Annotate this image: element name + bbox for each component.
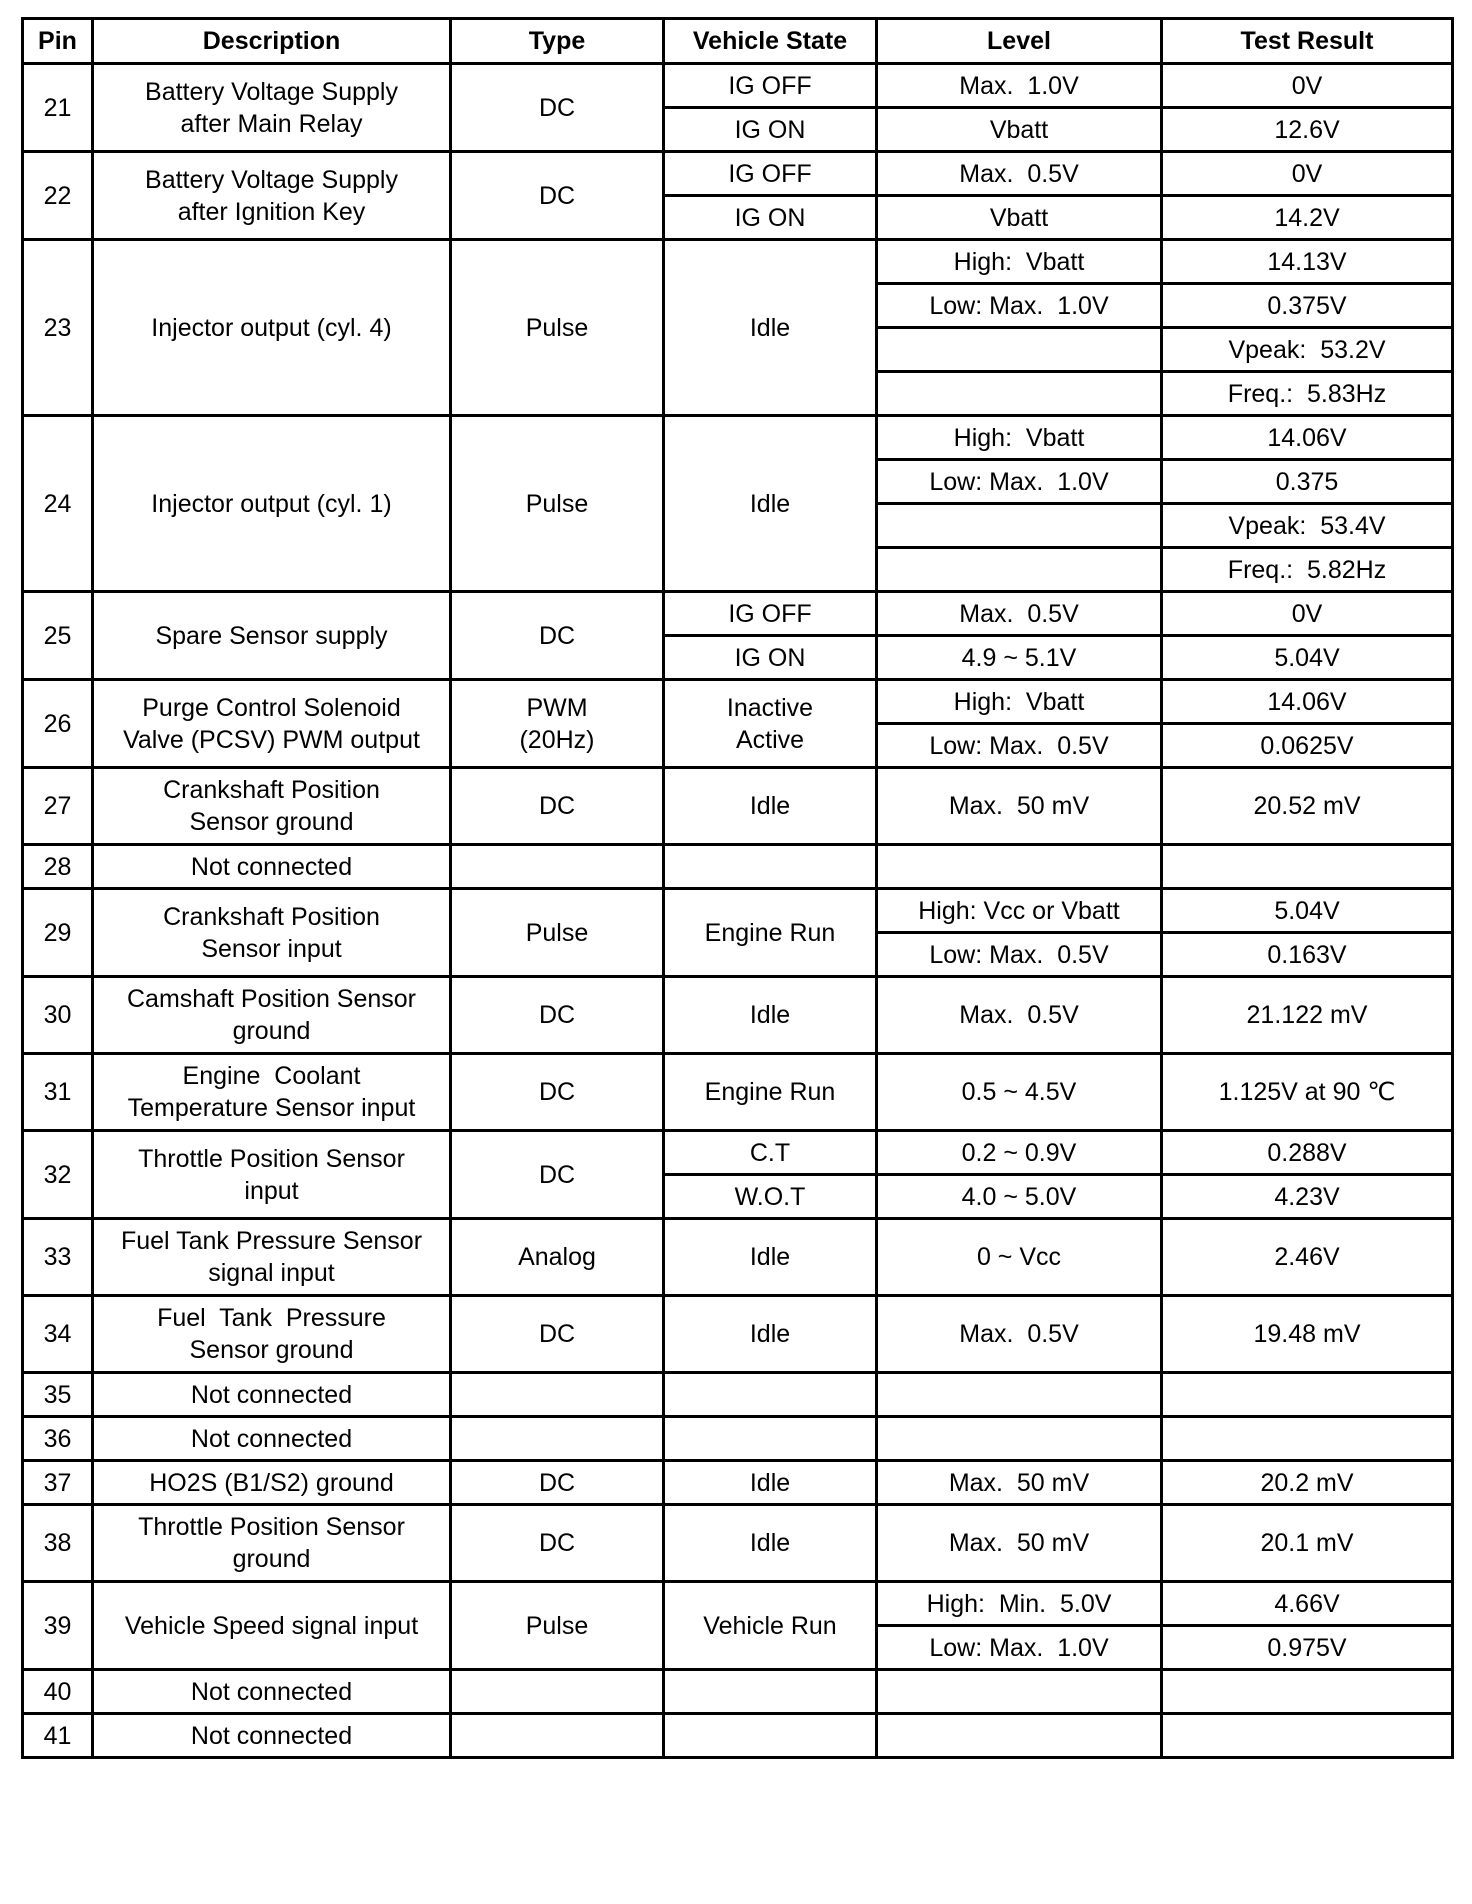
vehicle-state-cell: Idle (664, 416, 877, 592)
level-cell (877, 845, 1162, 889)
vehicle-state-cell: W.O.T (664, 1175, 877, 1219)
pin-cell: 31 (23, 1054, 93, 1131)
pin-test-table (21, 17, 1454, 1759)
test-result-cell: 20.1 mV (1162, 1505, 1453, 1582)
table-row (23, 1054, 1453, 1131)
table-row (23, 1131, 1453, 1175)
level-cell (877, 1373, 1162, 1417)
test-result-cell (1162, 1417, 1453, 1461)
vehicle-state-cell: Vehicle Run (664, 1582, 877, 1670)
level-cell: Max. 50 mV (877, 1461, 1162, 1505)
pin-cell: 39 (23, 1582, 93, 1670)
type-cell: DC (451, 768, 664, 845)
pin-cell: 26 (23, 680, 93, 768)
header-level: Level (877, 19, 1162, 64)
test-result-cell: 14.06V (1162, 416, 1453, 460)
pin-cell: 29 (23, 889, 93, 977)
test-result-cell (1162, 1373, 1453, 1417)
pin-cell: 25 (23, 592, 93, 680)
type-cell: DC (451, 592, 664, 680)
level-cell (877, 548, 1162, 592)
vehicle-state-cell (664, 845, 877, 889)
table-row (23, 680, 1453, 724)
type-cell (451, 845, 664, 889)
test-result-cell: Vpeak: 53.2V (1162, 328, 1453, 372)
vehicle-state-cell (664, 1714, 877, 1758)
type-cell: DC (451, 1054, 664, 1131)
description-cell: Injector output (cyl. 4) (93, 240, 451, 416)
vehicle-state-cell: Idle (664, 1505, 877, 1582)
table-row (23, 592, 1453, 636)
description-cell: Throttle Position Sensor input (93, 1131, 451, 1219)
type-cell: DC (451, 977, 664, 1054)
test-result-cell: 0V (1162, 592, 1453, 636)
pin-cell: 38 (23, 1505, 93, 1582)
level-cell: Max. 0.5V (877, 977, 1162, 1054)
test-result-cell: 14.06V (1162, 680, 1453, 724)
description-cell: Battery Voltage Supply after Main Relay (93, 64, 451, 152)
vehicle-state-cell: Idle (664, 1296, 877, 1373)
header-pin: Pin (23, 19, 93, 64)
level-cell: Low: Max. 0.5V (877, 933, 1162, 977)
table-row (23, 1505, 1453, 1582)
table-row (23, 889, 1453, 933)
level-cell: Low: Max. 1.0V (877, 1626, 1162, 1670)
vehicle-state-cell (664, 1670, 877, 1714)
table-row (23, 845, 1453, 889)
test-result-cell: 19.48 mV (1162, 1296, 1453, 1373)
vehicle-state-cell (664, 1417, 877, 1461)
vehicle-state-cell: IG OFF (664, 64, 877, 108)
vehicle-state-cell: Idle (664, 977, 877, 1054)
description-cell: Crankshaft Position Sensor input (93, 889, 451, 977)
vehicle-state-cell: IG OFF (664, 592, 877, 636)
pin-cell: 22 (23, 152, 93, 240)
level-cell: Max. 50 mV (877, 768, 1162, 845)
table-row (23, 1461, 1453, 1505)
description-cell: Not connected (93, 845, 451, 889)
type-cell (451, 1417, 664, 1461)
test-result-cell: 1.125V at 90 ℃ (1162, 1054, 1453, 1131)
test-result-cell: 0.975V (1162, 1626, 1453, 1670)
vehicle-state-cell: Idle (664, 240, 877, 416)
vehicle-state-cell: IG OFF (664, 152, 877, 196)
description-cell: Spare Sensor supply (93, 592, 451, 680)
vehicle-state-cell: Engine Run (664, 1054, 877, 1131)
description-cell: Engine Coolant Temperature Sensor input (93, 1054, 451, 1131)
pin-cell: 41 (23, 1714, 93, 1758)
table-row (23, 416, 1453, 460)
level-cell: 4.0 ~ 5.0V (877, 1175, 1162, 1219)
pin-cell: 23 (23, 240, 93, 416)
pin-cell: 36 (23, 1417, 93, 1461)
level-cell: 0 ~ Vcc (877, 1219, 1162, 1296)
level-cell: Low: Max. 1.0V (877, 284, 1162, 328)
level-cell: High: Min. 5.0V (877, 1582, 1162, 1626)
vehicle-state-cell: IG ON (664, 636, 877, 680)
test-result-cell (1162, 845, 1453, 889)
pin-cell: 37 (23, 1461, 93, 1505)
test-result-cell: Vpeak: 53.4V (1162, 504, 1453, 548)
description-cell: Battery Voltage Supply after Ignition Key (93, 152, 451, 240)
type-cell: DC (451, 1131, 664, 1219)
table-row (23, 1417, 1453, 1461)
table-row (23, 240, 1453, 284)
level-cell (877, 1670, 1162, 1714)
type-cell: DC (451, 152, 664, 240)
table-row (23, 1714, 1453, 1758)
test-result-cell: 21.122 mV (1162, 977, 1453, 1054)
header-vehicle-state: Vehicle State (664, 19, 877, 64)
type-cell: DC (451, 64, 664, 152)
pin-cell: 35 (23, 1373, 93, 1417)
table-row (23, 1582, 1453, 1626)
type-cell: DC (451, 1505, 664, 1582)
test-result-cell (1162, 1670, 1453, 1714)
table-row (23, 1670, 1453, 1714)
table-row (23, 1219, 1453, 1296)
pin-cell: 27 (23, 768, 93, 845)
test-result-cell: 5.04V (1162, 636, 1453, 680)
test-result-cell (1162, 1714, 1453, 1758)
vehicle-state-cell: IG ON (664, 196, 877, 240)
level-cell: 0.2 ~ 0.9V (877, 1131, 1162, 1175)
level-cell (877, 372, 1162, 416)
test-result-cell: 20.52 mV (1162, 768, 1453, 845)
level-cell: High: Vbatt (877, 416, 1162, 460)
pin-cell: 33 (23, 1219, 93, 1296)
vehicle-state-cell: Idle (664, 1219, 877, 1296)
description-cell: Not connected (93, 1714, 451, 1758)
level-cell: High: Vcc or Vbatt (877, 889, 1162, 933)
level-cell: Low: Max. 0.5V (877, 724, 1162, 768)
vehicle-state-cell: C.T (664, 1131, 877, 1175)
level-cell: Low: Max. 1.0V (877, 460, 1162, 504)
test-result-cell: Freq.: 5.82Hz (1162, 548, 1453, 592)
level-cell: Vbatt (877, 196, 1162, 240)
description-cell: Camshaft Position Sensor ground (93, 977, 451, 1054)
vehicle-state-cell: IG ON (664, 108, 877, 152)
type-cell (451, 1714, 664, 1758)
type-cell: PWM (20Hz) (451, 680, 664, 768)
header-description: Description (93, 19, 451, 64)
description-cell: Purge Control Solenoid Valve (PCSV) PWM output (93, 680, 451, 768)
level-cell: Max. 1.0V (877, 64, 1162, 108)
level-cell: Max. 50 mV (877, 1505, 1162, 1582)
test-result-cell: 14.2V (1162, 196, 1453, 240)
level-cell (877, 504, 1162, 548)
vehicle-state-cell: Inactive Active (664, 680, 877, 768)
test-result-cell: 20.2 mV (1162, 1461, 1453, 1505)
type-cell (451, 1670, 664, 1714)
description-cell: Not connected (93, 1373, 451, 1417)
test-result-cell: 0V (1162, 64, 1453, 108)
header-type: Type (451, 19, 664, 64)
table-row (23, 1373, 1453, 1417)
description-cell: Crankshaft Position Sensor ground (93, 768, 451, 845)
vehicle-state-cell: Engine Run (664, 889, 877, 977)
vehicle-state-cell: Idle (664, 1461, 877, 1505)
test-result-cell: 14.13V (1162, 240, 1453, 284)
table-row (23, 977, 1453, 1054)
table-row (23, 64, 1453, 108)
test-result-cell: 0.375 (1162, 460, 1453, 504)
level-cell: Max. 0.5V (877, 592, 1162, 636)
pin-cell: 21 (23, 64, 93, 152)
pin-cell: 40 (23, 1670, 93, 1714)
level-cell: 4.9 ~ 5.1V (877, 636, 1162, 680)
vehicle-state-cell (664, 1373, 877, 1417)
test-result-cell: 0.375V (1162, 284, 1453, 328)
table-body (23, 64, 1453, 1758)
pin-cell: 28 (23, 845, 93, 889)
type-cell: Pulse (451, 1582, 664, 1670)
level-cell: Vbatt (877, 108, 1162, 152)
test-result-cell: 0V (1162, 152, 1453, 196)
pin-cell: 24 (23, 416, 93, 592)
test-result-cell: Freq.: 5.83Hz (1162, 372, 1453, 416)
test-result-cell: 4.23V (1162, 1175, 1453, 1219)
level-cell: High: Vbatt (877, 240, 1162, 284)
level-cell (877, 328, 1162, 372)
type-cell: Pulse (451, 889, 664, 977)
description-cell: HO2S (B1/S2) ground (93, 1461, 451, 1505)
test-result-cell: 5.04V (1162, 889, 1453, 933)
level-cell: 0.5 ~ 4.5V (877, 1054, 1162, 1131)
pin-cell: 34 (23, 1296, 93, 1373)
description-cell: Not connected (93, 1417, 451, 1461)
pin-cell: 30 (23, 977, 93, 1054)
test-result-cell: 4.66V (1162, 1582, 1453, 1626)
table-row (23, 1296, 1453, 1373)
type-cell: DC (451, 1296, 664, 1373)
test-result-cell: 0.163V (1162, 933, 1453, 977)
description-cell: Throttle Position Sensor ground (93, 1505, 451, 1582)
test-result-cell: 0.0625V (1162, 724, 1453, 768)
header-test-result: Test Result (1162, 19, 1453, 64)
test-result-cell: 2.46V (1162, 1219, 1453, 1296)
description-cell: Injector output (cyl. 1) (93, 416, 451, 592)
type-cell: Analog (451, 1219, 664, 1296)
vehicle-state-cell: Idle (664, 768, 877, 845)
level-cell: Max. 0.5V (877, 152, 1162, 196)
description-cell: Fuel Tank Pressure Sensor signal input (93, 1219, 451, 1296)
type-cell: DC (451, 1461, 664, 1505)
test-result-cell: 12.6V (1162, 108, 1453, 152)
type-cell: Pulse (451, 240, 664, 416)
level-cell (877, 1417, 1162, 1461)
header-row (23, 19, 1453, 64)
table-row (23, 152, 1453, 196)
description-cell: Not connected (93, 1670, 451, 1714)
level-cell: Max. 0.5V (877, 1296, 1162, 1373)
description-cell: Fuel Tank Pressure Sensor ground (93, 1296, 451, 1373)
description-cell: Vehicle Speed signal input (93, 1582, 451, 1670)
type-cell: Pulse (451, 416, 664, 592)
pin-cell: 32 (23, 1131, 93, 1219)
level-cell: High: Vbatt (877, 680, 1162, 724)
type-cell (451, 1373, 664, 1417)
test-result-cell: 0.288V (1162, 1131, 1453, 1175)
table-row (23, 768, 1453, 845)
level-cell (877, 1714, 1162, 1758)
